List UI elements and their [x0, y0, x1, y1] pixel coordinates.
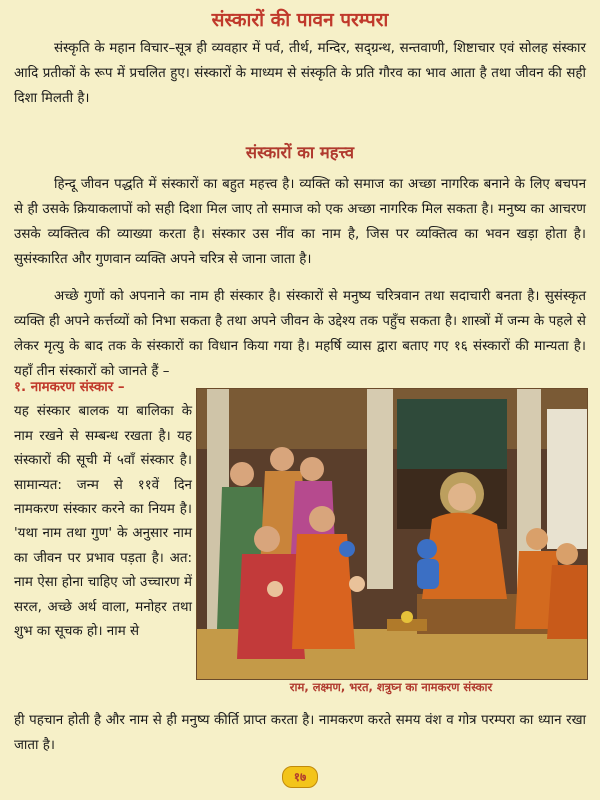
page-number-badge: १७: [282, 766, 318, 788]
naming-ceremony-illustration: [196, 388, 588, 680]
naamkaran-text: यह संस्कार बालक या बालिका के नाम रखने से सम्बन्ध रखता है। यह संस्कारों की सूची में ५वाँ संस्कार है। सामान्यत: जन्म से ११वें दिन नामकरण संस्कार करने का नियम है। 'यथा नाम तथा गुण' के अनुसार नाम का जीवन पर प्रभाव पड़ता है। अत: नाम ऐसा होना चाहिए जो उच्चारण में सरल, अच्छे अर्थ वाला, मनोहर तथा शुभ का सूचक हो। नाम से: [14, 404, 192, 640]
naamkaran-heading: १. नामकरण संस्कार –: [14, 380, 125, 395]
section-heading: संस्कारों का महत्त्व: [245, 143, 355, 162]
intro-paragraph: संस्कृति के महान विचार–सूत्र ही व्यवहार में पर्व, तीर्थ, मन्दिर, सद्ग्रन्थ, सन्तवाणी, शिष्टाचार एवं सोलह संस्कार आदि प्रतीकों के रूप में प्रचलित हुए। संस्कारों के माध्यम से संस्कृति के प्रति गौरव का भाव आता है तथा जीवन की सही दिशा मिलती है।: [14, 41, 586, 106]
figure-caption: राम, लक्ष्मण, भरत, शत्रुघ्न का नामकरण संस्कार: [289, 680, 493, 694]
importance-paragraph-2: अच्छे गुणों को अपनाने का नाम ही संस्कार है। संस्कारों से मनुष्य चरित्रवान तथा सदाचारी बनता है। सुसंस्कृत व्यक्ति ही अपने कर्त्तव्यों को निभा सकता है तथा अपने जीवन के उद्देश्य तक पहुँच सकता है। शास्त्रों में जन्म के पहले से लेकर मृत्यु के बाद तक के संस्कारों का विधान किया गया है। महर्षि व्यास द्वारा बताए गए १६ संस्कारों की मान्यता है। यहाँ तीन संस्कारों को जानते हैं –: [14, 289, 586, 379]
importance-paragraph-1: हिन्दू जीवन पद्धति में संस्कारों का बहुत महत्त्व है। व्यक्ति को समाज का अच्छा नागरिक बनाने के लिए बचपन से ही उसके क्रियाकलापों को सही दिशा मिल जाए तो समाज को एक अच्छा नागरिक मिल सकता है। मनुष्य का आचरण उसके व्यक्तित्व की व्याख्या करता है। संस्कार उस नींव का नाम है, जिस पर व्यक्तित्व का भवन खड़ा होता है। सुसंस्कारित और गुणवान व्यक्ति अपने चरित्र से जाना जाता है।: [14, 177, 586, 267]
page-title: संस्कारों की पावन परम्परा: [211, 9, 389, 31]
illustration-art: [197, 389, 587, 679]
naamkaran-continued: ही पहचान होती है और नाम से ही मनुष्य कीर्ति प्राप्त करता है। नामकरण करते समय वंश व गोत्र परम्परा का ध्यान रखा जाता है।: [14, 713, 586, 753]
naamkaran-column: [14, 376, 192, 644]
